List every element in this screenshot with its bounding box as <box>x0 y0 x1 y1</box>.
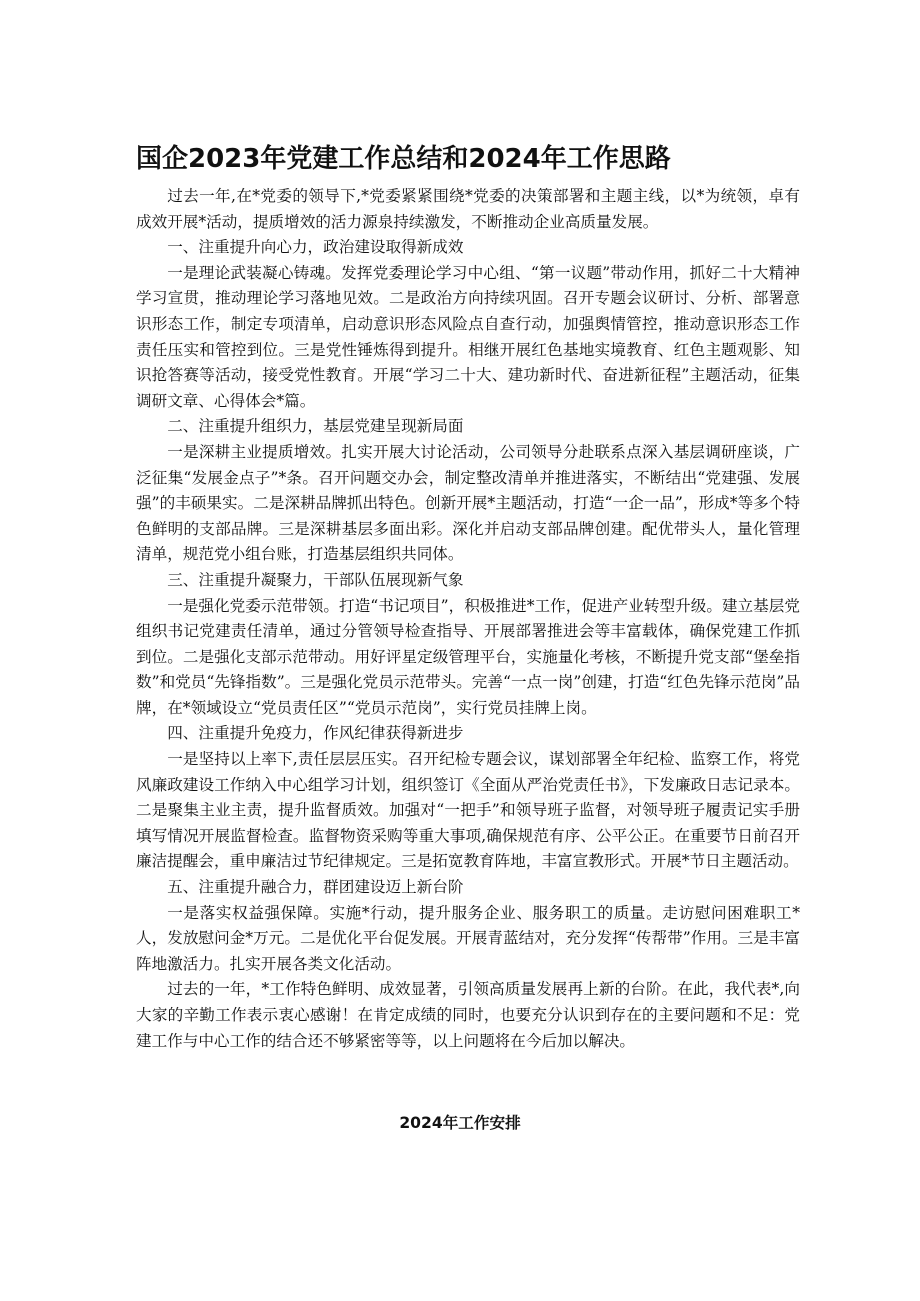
section-paragraph-2: 一是深耕主业提质增效。扎实开展大讨论活动，公司领导分赴联系点深入基层调研座谈，广泛征集“发展金点子”*条。召开问题交办会，制定整改清单并推进落实，不断结出“党建强、发展强”的丰硕果实。二是深耕品牌抓出特色。创新开展*主题活动，打造“一企一品”，形成*等多个特色鲜明的支部品牌。三是深耕基层多面出彩。深化并启动支部品牌创建。配优带头人，量化管理清单，规范党小组台账，打造基层组织共同体。 <box>136 442 800 564</box>
closing-paragraph: 过去的一年，*工作特色鲜明、成效显著，引领高质量发展再上新的台阶。在此，我代表*,向大家的辛勤工作表示衷心感谢！在肯定成绩的同时，也要充分认识到存在的主要问题和不足：党建工作与中心工作的结合还不够紧密等等，以上问题将在今后加以解决。 <box>136 980 800 1050</box>
document-title: 国企2023年党建工作总结和2024年工作思路 <box>136 144 671 174</box>
section-paragraph-3: 一是强化党委示范带领。打造“书记项目”，积极推进*工作，促进产业转型升级。建立基层党组织书记党建责任清单，通过分管领导检查指导、开展部署推进会等丰富载体，确保党建工作抓到位。二是强化支部示范带动。用好评星定级管理平台，实施量化考核，不断提升党支部“堡垒指数”和党员“先锋指数”。三是强化党员示范带头。完善“一点一岗”创建，打造“红色先锋示范岗”品牌，在*领域设立“党员责任区”“党员示范岗”，实行党员挂牌上岗。 <box>136 596 800 717</box>
section-heading-1: 一、注重提升向心力，政治建设取得新成效 <box>167 238 464 257</box>
section-heading-2: 二、注重提升组织力，基层党建呈现新局面 <box>167 417 464 436</box>
section-paragraph-5: 一是落实权益强保障。实施*行动，提升服务企业、服务职工的质量。走访慰问困难职工*人，发放慰问金*万元。二是优化平台促发展。开展青蓝结对，充分发挥“传帮带”作用。三是丰富阵地激活力。扎实开展各类文化活动。 <box>136 903 800 973</box>
section-heading-4: 四、注重提升免疫力，作风纪律获得新进步 <box>167 724 464 743</box>
section-paragraph-4: 一是坚持以上率下,责任层层压实。召开纪检专题会议，谋划部署全年纪检、监察工作，将党风廉政建设工作纳入中心组学习计划，组织签订《全面从严治党责任书》，下发廉政日志记录本。二是聚集主业主责，提升监督质效。加强对“一把手”和领导班子监督，对领导班子履责记实手册填写情况开展监督检查。监督物资采购等重大事项,确保规范有序、公平公正。在重要节日前召开廉洁提醒会，重申廉洁过节纪律规定。三是拓宽教育阵地，丰富宣教形式。开展*节日主题活动。 <box>136 750 800 871</box>
section-heading-5: 五、注重提升融合力，群团建设迈上新台阶 <box>167 878 464 897</box>
intro-paragraph: 过去一年,在*党委的领导下,*党委紧紧围绕*党委的决策部署和主题主线，以*为统领，卓有成效开展*活动，提质增效的活力源泉持续激发，不断推动企业高质量发展。 <box>136 187 800 231</box>
section-heading-3: 三、注重提升凝聚力，干部队伍展现新气象 <box>167 570 464 589</box>
section-paragraph-1: 一是理论武装凝心铸魂。发挥党委理论学习中心组、“第一议题”带动作用，抓好二十大精神学习宣贯，推动理论学习落地见效。二是政治方向持续巩固。召开专题会议研讨、分析、部署意识形态工作，制定专项清单，启动意识形态风险点自查行动，加强舆情管控，推动意识形态工作责任压实和管控到位。三是党性锤炼得到提升。相继开展红色基地实境教育、红色主题观影、知识抢答赛等活动，接受党性教育。开展“学习二十大、建功新时代、奋进新征程”主题活动，征集调研文章、心得体会*篇。 <box>136 263 800 410</box>
section-title-2024-plan: 2024年工作安排 <box>399 1114 521 1132</box>
document-body <box>136 184 800 1054</box>
